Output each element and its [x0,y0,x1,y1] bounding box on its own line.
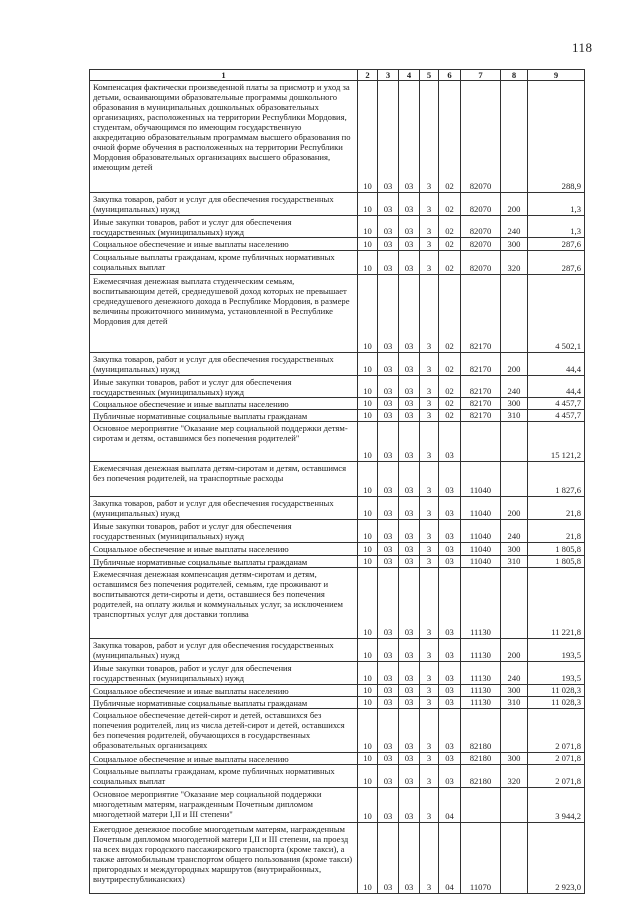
row-description: Социальное обеспечение и иные выплаты населению [90,753,358,765]
row-amount: 1 805,8 [528,556,585,568]
code-direction [461,422,501,462]
code-section: 10 [358,81,378,193]
code-program: 03 [399,193,420,216]
code-event: 04 [439,788,461,823]
code-subsection: 03 [378,216,399,238]
code-expense-type [501,788,528,823]
code-direction: 82070 [461,216,501,238]
row-amount: 11 028,3 [528,685,585,697]
table-row [90,685,585,697]
row-description: Закупка товаров, работ и услуг для обеспечения государственных (муниципальных) нужд [90,639,358,662]
code-subprogram: 3 [420,823,439,894]
code-direction: 11040 [461,556,501,568]
code-direction: 11040 [461,520,501,543]
code-program: 03 [399,520,420,543]
code-program: 03 [399,753,420,765]
code-direction: 82170 [461,398,501,410]
code-expense-type [501,275,528,353]
code-program: 03 [399,568,420,639]
row-description: Социальное обеспечение и иные выплаты населению [90,543,358,556]
code-subsection: 03 [378,697,399,709]
code-program: 03 [399,216,420,238]
code-section: 10 [358,709,378,753]
row-description: Компенсация фактически произведенной платы за присмотр и уход за детьми, осваивающими образовательные программы дошкольного образования в муниципальных дошкольных образовательных организациях, расположенных на территории Республики Мордовия, студентам, обучающимся по имеющим государственную аккредитацию образовательным программам высшего образования по очной форме обучения в расположенных на территории Республики Мордовия образовательных организациях высшего образования, имеющим детей [90,81,358,193]
code-program: 03 [399,697,420,709]
code-subprogram: 3 [420,520,439,543]
table-row [90,422,585,462]
code-section: 10 [358,520,378,543]
code-direction: 82070 [461,193,501,216]
row-description: Социальные выплаты гражданам, кроме публичных нормативных социальных выплат [90,251,358,275]
code-event: 03 [439,568,461,639]
code-subsection: 03 [378,81,399,193]
code-subsection: 03 [378,556,399,568]
row-amount: 44,4 [528,353,585,376]
code-expense-type: 240 [501,662,528,685]
code-program: 03 [399,765,420,788]
row-amount: 21,8 [528,497,585,520]
table-row [90,376,585,398]
code-direction: 82180 [461,753,501,765]
code-expense-type [501,462,528,497]
table-row [90,697,585,709]
code-direction: 11130 [461,662,501,685]
code-event: 03 [439,753,461,765]
code-event: 03 [439,697,461,709]
budget-table [89,69,585,894]
code-subsection: 03 [378,398,399,410]
code-section: 10 [358,765,378,788]
row-amount: 1,3 [528,193,585,216]
code-event: 03 [439,685,461,697]
code-subprogram: 3 [420,788,439,823]
row-amount: 3 944,2 [528,788,585,823]
code-direction [461,788,501,823]
table-row [90,238,585,251]
code-subprogram: 3 [420,543,439,556]
code-event: 02 [439,238,461,251]
code-event: 03 [439,543,461,556]
table-row [90,709,585,753]
row-description: Социальное обеспечение детей-сирот и детей, оставшихся без попечения родителей, лиц из числа детей-сирот и детей, оставшихся без попечения родителей, обучающихся в государственных образовательных организациях [90,709,358,753]
code-program: 03 [399,685,420,697]
row-description: Иные закупки товаров, работ и услуг для обеспечения государственных (муниципальных) нужд [90,662,358,685]
code-section: 10 [358,238,378,251]
code-subprogram: 3 [420,685,439,697]
code-direction: 82170 [461,353,501,376]
code-program: 03 [399,462,420,497]
code-program: 03 [399,823,420,894]
row-description: Основное мероприятие "Оказание мер социальной поддержки многодетным матерям, награжденным Почетным дипломом многодетной матери I,II и III степени" [90,788,358,823]
code-program: 03 [399,662,420,685]
row-amount: 2 071,8 [528,709,585,753]
code-event: 02 [439,216,461,238]
code-direction: 11040 [461,462,501,497]
code-subprogram: 3 [420,238,439,251]
code-program: 03 [399,251,420,275]
code-expense-type: 240 [501,520,528,543]
row-description: Ежегодное денежное пособие многодетным матерям, награжденным Почетным дипломом многодетной матери I,II и III степени, на проезд на всех видах городского пассажирского транспорта (кроме такси), а также автомобильным транспортом общего пользования (кроме такси) пригородных и междугородных маршрутов (внутрирайонных, внутриреспубликанских) [90,823,358,894]
table-row [90,398,585,410]
code-program: 03 [399,497,420,520]
code-event: 02 [439,353,461,376]
row-amount: 1 827,6 [528,462,585,497]
code-event: 02 [439,376,461,398]
code-section: 10 [358,662,378,685]
code-expense-type: 240 [501,216,528,238]
code-direction: 82070 [461,238,501,251]
code-subsection: 03 [378,568,399,639]
code-subprogram: 3 [420,497,439,520]
column-header: 8 [501,70,528,81]
code-subprogram: 3 [420,765,439,788]
column-header: 4 [399,70,420,81]
row-description: Публичные нормативные социальные выплаты гражданам [90,697,358,709]
column-header: 9 [528,70,585,81]
code-section: 10 [358,568,378,639]
code-event: 03 [439,422,461,462]
code-expense-type: 300 [501,685,528,697]
code-subsection: 03 [378,639,399,662]
column-header: 7 [461,70,501,81]
table-row [90,410,585,422]
code-program: 03 [399,81,420,193]
row-amount: 287,6 [528,251,585,275]
table-row [90,823,585,894]
row-amount: 4 502,1 [528,275,585,353]
code-subprogram: 3 [420,709,439,753]
code-direction: 11130 [461,697,501,709]
code-subprogram: 3 [420,275,439,353]
code-event: 03 [439,497,461,520]
code-subsection: 03 [378,662,399,685]
column-header: 3 [378,70,399,81]
code-program: 03 [399,788,420,823]
row-description: Публичные нормативные социальные выплаты гражданам [90,410,358,422]
code-direction: 11070 [461,823,501,894]
code-subprogram: 3 [420,462,439,497]
row-description: Социальное обеспечение и иные выплаты населению [90,238,358,251]
column-header: 2 [358,70,378,81]
code-subprogram: 3 [420,376,439,398]
table-row [90,353,585,376]
table-row [90,639,585,662]
code-direction: 82170 [461,275,501,353]
code-section: 10 [358,410,378,422]
code-direction: 82070 [461,81,501,193]
row-amount: 2 071,8 [528,765,585,788]
row-amount: 1 805,8 [528,543,585,556]
code-subsection: 03 [378,251,399,275]
code-expense-type: 320 [501,765,528,788]
row-description: Публичные нормативные социальные выплаты гражданам [90,556,358,568]
row-amount: 2 071,8 [528,753,585,765]
code-subprogram: 3 [420,398,439,410]
code-section: 10 [358,497,378,520]
code-expense-type: 300 [501,543,528,556]
row-amount: 193,5 [528,662,585,685]
code-subprogram: 3 [420,568,439,639]
row-amount: 287,6 [528,238,585,251]
column-header: 5 [420,70,439,81]
column-header-row [90,70,585,81]
code-direction: 82170 [461,410,501,422]
code-event: 03 [439,639,461,662]
code-expense-type: 310 [501,697,528,709]
code-expense-type: 320 [501,251,528,275]
table-row [90,462,585,497]
code-section: 10 [358,462,378,497]
code-program: 03 [399,275,420,353]
code-subsection: 03 [378,788,399,823]
code-section: 10 [358,697,378,709]
code-expense-type: 310 [501,410,528,422]
row-amount: 11 221,8 [528,568,585,639]
code-program: 03 [399,353,420,376]
code-section: 10 [358,543,378,556]
code-section: 10 [358,639,378,662]
code-section: 10 [358,376,378,398]
code-subsection: 03 [378,823,399,894]
code-expense-type: 200 [501,353,528,376]
code-subprogram: 3 [420,251,439,275]
code-subprogram: 3 [420,410,439,422]
code-expense-type [501,568,528,639]
code-program: 03 [399,543,420,556]
code-direction: 82070 [461,251,501,275]
code-program: 03 [399,639,420,662]
table-row [90,81,585,193]
row-amount: 11 028,3 [528,697,585,709]
code-subsection: 03 [378,376,399,398]
code-event: 03 [439,662,461,685]
row-amount: 44,4 [528,376,585,398]
code-section: 10 [358,398,378,410]
code-direction: 11130 [461,568,501,639]
code-event: 03 [439,765,461,788]
row-description: Закупка товаров, работ и услуг для обеспечения государственных (муниципальных) нужд [90,353,358,376]
code-event: 02 [439,81,461,193]
code-section: 10 [358,216,378,238]
column-header: 1 [90,70,358,81]
code-subprogram: 3 [420,639,439,662]
code-expense-type [501,709,528,753]
code-subsection: 03 [378,520,399,543]
code-program: 03 [399,556,420,568]
code-event: 02 [439,410,461,422]
row-description: Иные закупки товаров, работ и услуг для обеспечения государственных (муниципальных) нужд [90,376,358,398]
code-subsection: 03 [378,353,399,376]
table-row [90,765,585,788]
row-description: Ежемесячная денежная выплата студенческим семьям, воспитывающим детей, среднедушевой доход которых не превышает среднедушевого денежного дохода в Республике Мордовия, в размере величины прожиточного минимума, установленной в Республике Мордовия для детей [90,275,358,353]
code-direction: 11040 [461,543,501,556]
table-row [90,497,585,520]
code-expense-type [501,823,528,894]
code-section: 10 [358,788,378,823]
row-description: Социальное обеспечение и иные выплаты населению [90,685,358,697]
code-section: 10 [358,753,378,765]
column-header: 6 [439,70,461,81]
code-program: 03 [399,422,420,462]
table-row [90,568,585,639]
code-section: 10 [358,422,378,462]
code-subprogram: 3 [420,697,439,709]
row-amount: 15 121,2 [528,422,585,462]
code-direction: 11130 [461,685,501,697]
row-description: Ежемесячная денежная выплата детям-сиротам и детям, оставшимся без попечения родителей, на транспортные расходы [90,462,358,497]
table-row [90,753,585,765]
code-section: 10 [358,353,378,376]
code-subsection: 03 [378,275,399,353]
code-event: 04 [439,823,461,894]
row-description: Закупка товаров, работ и услуг для обеспечения государственных (муниципальных) нужд [90,193,358,216]
table-row [90,556,585,568]
table-row [90,520,585,543]
code-subprogram: 3 [420,216,439,238]
row-amount: 4 457,7 [528,410,585,422]
table-row [90,193,585,216]
code-subsection: 03 [378,753,399,765]
code-section: 10 [358,275,378,353]
code-event: 03 [439,520,461,543]
code-section: 10 [358,556,378,568]
row-description: Иные закупки товаров, работ и услуг для обеспечения государственных (муниципальных) нужд [90,216,358,238]
code-event: 03 [439,556,461,568]
row-description: Ежемесячная денежная компенсация детям-сиротам и детям, оставшимся без попечения родителей, семьям, где проживают и воспитываются дети-сироты и дети, оставшиеся без попечения родителей, на оплату жилья и коммунальных услуг, за исключением транспортных услуг для доставки топлива [90,568,358,639]
code-subsection: 03 [378,543,399,556]
code-direction: 11130 [461,639,501,662]
code-section: 10 [358,685,378,697]
code-section: 10 [358,823,378,894]
code-direction: 82180 [461,709,501,753]
code-program: 03 [399,398,420,410]
code-expense-type [501,81,528,193]
code-subsection: 03 [378,709,399,753]
row-description: Социальное обеспечение и иные выплаты населению [90,398,358,410]
row-amount: 288,9 [528,81,585,193]
code-program: 03 [399,376,420,398]
code-subsection: 03 [378,422,399,462]
code-subprogram: 3 [420,353,439,376]
row-amount: 1,3 [528,216,585,238]
code-expense-type: 300 [501,753,528,765]
table-row [90,251,585,275]
table-row [90,788,585,823]
code-subsection: 03 [378,462,399,497]
row-amount: 4 457,7 [528,398,585,410]
code-event: 03 [439,709,461,753]
row-description: Закупка товаров, работ и услуг для обеспечения государственных (муниципальных) нужд [90,497,358,520]
code-expense-type: 240 [501,376,528,398]
code-subsection: 03 [378,497,399,520]
code-expense-type: 310 [501,556,528,568]
code-subsection: 03 [378,410,399,422]
code-event: 02 [439,275,461,353]
code-program: 03 [399,238,420,251]
code-program: 03 [399,709,420,753]
row-amount: 2 923,0 [528,823,585,894]
code-section: 10 [358,193,378,216]
code-subprogram: 3 [420,556,439,568]
code-expense-type: 300 [501,398,528,410]
page-number: 118 [572,40,593,55]
code-event: 02 [439,193,461,216]
code-section: 10 [358,251,378,275]
code-event: 03 [439,462,461,497]
code-subprogram: 3 [420,81,439,193]
code-subsection: 03 [378,765,399,788]
code-expense-type: 200 [501,639,528,662]
code-event: 02 [439,251,461,275]
code-subprogram: 3 [420,193,439,216]
code-direction: 82170 [461,376,501,398]
code-expense-type: 200 [501,497,528,520]
code-subprogram: 3 [420,753,439,765]
code-subsection: 03 [378,238,399,251]
row-description: Основное мероприятие "Оказание мер социальной поддержки детям-сиротам и детям, оставшимся без попечения родителей" [90,422,358,462]
row-description: Иные закупки товаров, работ и услуг для обеспечения государственных (муниципальных) нужд [90,520,358,543]
code-expense-type: 300 [501,238,528,251]
code-event: 02 [439,398,461,410]
code-program: 03 [399,410,420,422]
table-row [90,662,585,685]
code-subsection: 03 [378,193,399,216]
code-subprogram: 3 [420,662,439,685]
code-expense-type: 200 [501,193,528,216]
code-direction: 82180 [461,765,501,788]
row-amount: 193,5 [528,639,585,662]
code-expense-type [501,422,528,462]
code-direction: 11040 [461,497,501,520]
table-row [90,543,585,556]
code-subprogram: 3 [420,422,439,462]
code-subsection: 03 [378,685,399,697]
table-row [90,275,585,353]
row-amount: 21,8 [528,520,585,543]
table-row [90,216,585,238]
row-description: Социальные выплаты гражданам, кроме публичных нормативных социальных выплат [90,765,358,788]
